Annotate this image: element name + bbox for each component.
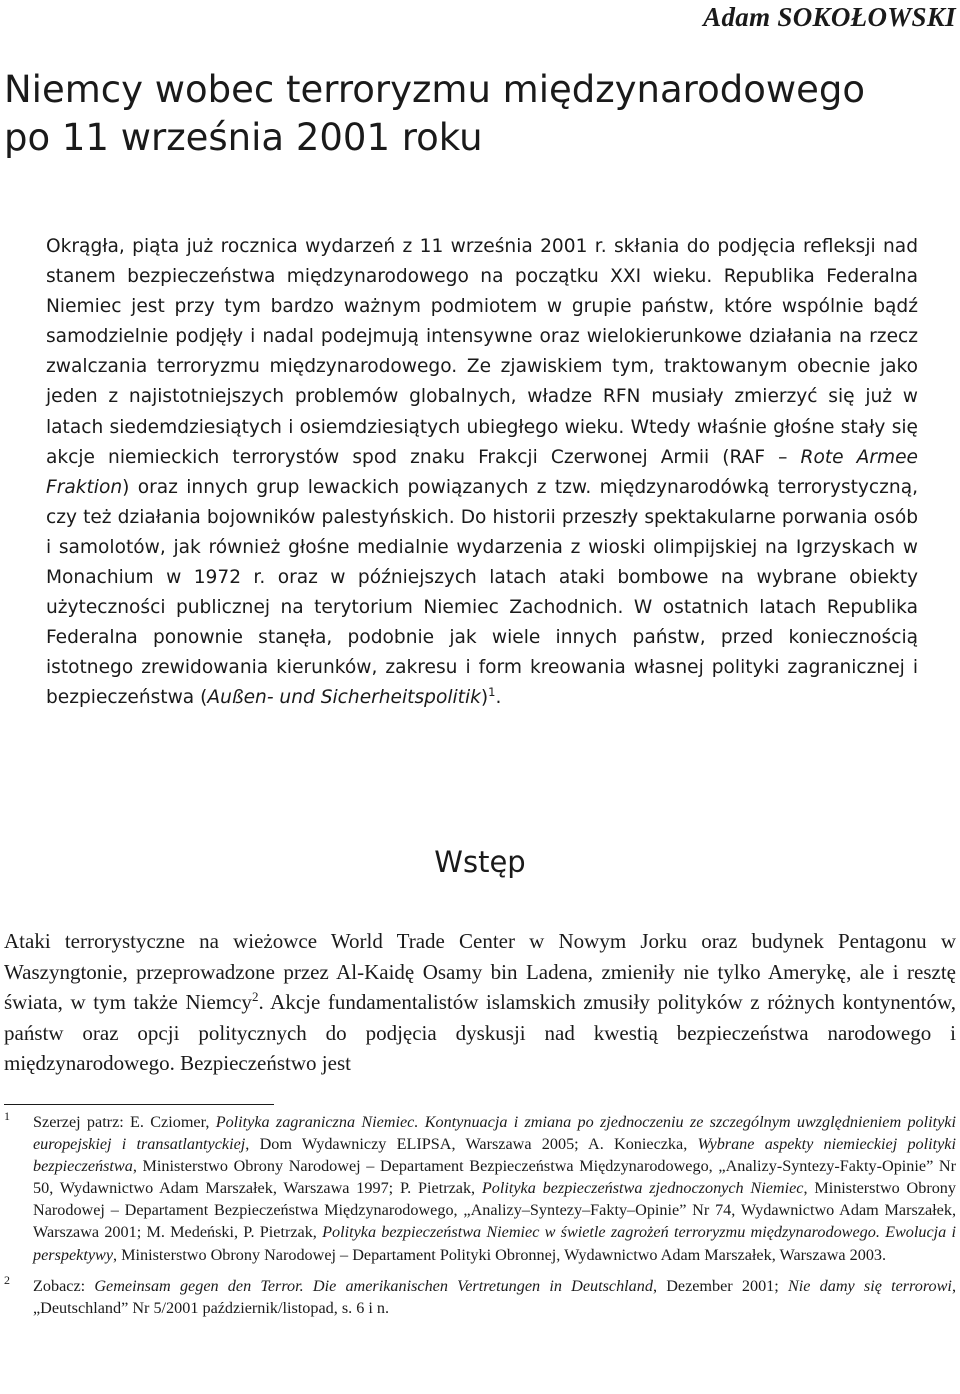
footnote-1 xyxy=(4,1111,956,1266)
footnote-ref-1[interactable]: 1 xyxy=(488,685,496,700)
abstract-paragraph xyxy=(46,232,918,714)
footnote-ref-2[interactable]: 2 xyxy=(251,989,259,1005)
footnote-text: , „Deutschland” Nr 5/2001 październik/listopad, s. 6 i n. xyxy=(33,1276,956,1317)
footnote-italic: Wybrane aspekty niemieckiej polityki bezpieczeństwa xyxy=(33,1135,956,1176)
author-name: Adam SOKOŁOWSKI xyxy=(703,2,956,32)
footnote-divider xyxy=(4,1104,274,1105)
footnote-text: Zobacz: xyxy=(33,1276,95,1295)
footnote-text: Szerzej patrz: E. Cziomer, xyxy=(33,1113,216,1131)
abstract-text: Okrągła, piąta już rocznica wydarzeń z 11 września 2001 r. skłania do podjęcia refleksji nad stanem bezpieczeństwa międzynarodowego na początku XXI wieku. Republika Federalna Niemiec jest przy tym bardzo ważnym podmiotem w grupie państw, które wspólnie bądź samodzielnie podjęły i nadal podejmują intensywne oraz wielokierunkowe działania na rzecz zwalczania terroryzmu międzynarodowego. Ze zjawiskiem tym, traktowanym obecnie jako jeden z najistotniejszych problemów globalnych, władze RFN musiały zmierzyć się już w latach siedemdziesiątych i osiemdziesiątych ubiegłego wieku. Wtedy właśnie głośne stały się akcje niemieckich terrorystów spod znaku Frakcji Czerwonej Armii (RAF – xyxy=(46,236,918,468)
section-heading: Wstęp xyxy=(434,845,526,879)
abstract-text: . xyxy=(495,687,502,709)
article-title xyxy=(4,66,944,162)
footnote-text: , Dom Wydawniczy ELIPSA, Warszawa 2005; A. Konieczka, xyxy=(245,1135,698,1154)
footnote-text: , Dezember 2001; xyxy=(652,1276,788,1295)
footnote-italic: Nie damy się terrorowi xyxy=(787,1276,952,1295)
intro-text: . Akcje fundamentalistów islamskich zmusiły polityków z różnych kontynentów, państw oraz opcji politycznych do podjęcia dyskusji nad kwestią bezpieczeństwa narodowego i międzynarodowego. Bezpieczeństwo jest xyxy=(4,990,956,1076)
footnote-2 xyxy=(4,1272,956,1319)
footnote-italic: Gemeinsam gegen den Terror. Die amerikanischen Vertretungen in Deutschland xyxy=(94,1276,653,1295)
footnote-number: 2 xyxy=(4,1272,10,1287)
abstract-text: ) xyxy=(480,687,489,709)
intro-paragraph xyxy=(4,926,956,1079)
title-line-2: po 11 września 2001 roku xyxy=(4,116,483,159)
footnote-italic: Polityka bezpieczeństwa zjednoczonych Niemiec xyxy=(481,1179,804,1198)
abstract-italic-term: Rote Armee Fraktion xyxy=(46,446,918,498)
footnote-text: , Ministerstwo Obrony Narodowej – Departament Bezpieczeństwa Międzynarodowego, „Analizy-Syntezy-Fakty-Opinie” Nr 50, Wydawnictwo Adam Marszałek, Warszawa 1997; P. Pietrzak, xyxy=(33,1157,956,1198)
footnote-italic: Polityka bezpieczeństwa Niemiec w świetle zagrożeń terroryzmu międzynarodowego. Ewolucja i perspektywy xyxy=(33,1223,957,1264)
intro-text: Ataki terrorystyczne na wieżowce World Trade Center w Nowym Jorku oraz budynek Pentagonu w Waszyngtonie, przeprowadzone przez Al-Kaidę Osamy bin Ladena, zmieniły nie tylko Amerykę, ale i resztę świata, w tym także Niemcy xyxy=(4,929,956,1015)
footnote-text: , Ministerstwo Obrony Narodowej – Departament Polityki Obronnej, Wydawnictwo Adam Marszałek, Warszawa 2003. xyxy=(113,1245,887,1264)
abstract-italic-term: Außen- und Sicherheitspolitik xyxy=(207,687,481,709)
abstract-text: ) oraz innych grup lewackich powiązanych z tzw. międzynarodówką terrorystyczną, czy też działania bojowników palestyńskich. Do historii przeszły spektakularne porwania osób i samolotów, jak również głośne medialnie wydarzenia z wioski olimpijskiej na Igrzyskach w Monachium w 1972 r. oraz w późniejszych latach ataki bombowe na wybrane obiekty użyteczności publicznej na terytorium Niemiec Zachodnich. W ostatnich latach Republika Federalna ponownie stanęła, podobnie jak wiele innych państw, przed koniecznością istotnego zrewidowania kierunków, zakresu i form kreowania własnej polityki zagranicznej i bezpieczeństwa ( xyxy=(46,476,918,709)
footnote-text: , Ministerstwo Obrony Narodowej – Departament Bezpieczeństwa Międzynarodowego, „Analizy–Syntezy–Fakty–Opinie” Nr 74, Wydawnictwo Adam Marszałek, Warszawa 2001; M. Medeński, P. Pietrzak, xyxy=(33,1179,956,1242)
footnotes xyxy=(4,1111,956,1328)
title-line-1: Niemcy wobec terroryzmu międzynarodowego xyxy=(4,68,865,111)
footnote-number: 1 xyxy=(4,1109,10,1123)
footnote-italic: Polityka zagraniczna Niemiec. Kontynuacja i zmiana po zjednoczeniu ze szczególnym uwzględnieniem polityki europejskiej i transatlantyckiej xyxy=(33,1113,956,1154)
